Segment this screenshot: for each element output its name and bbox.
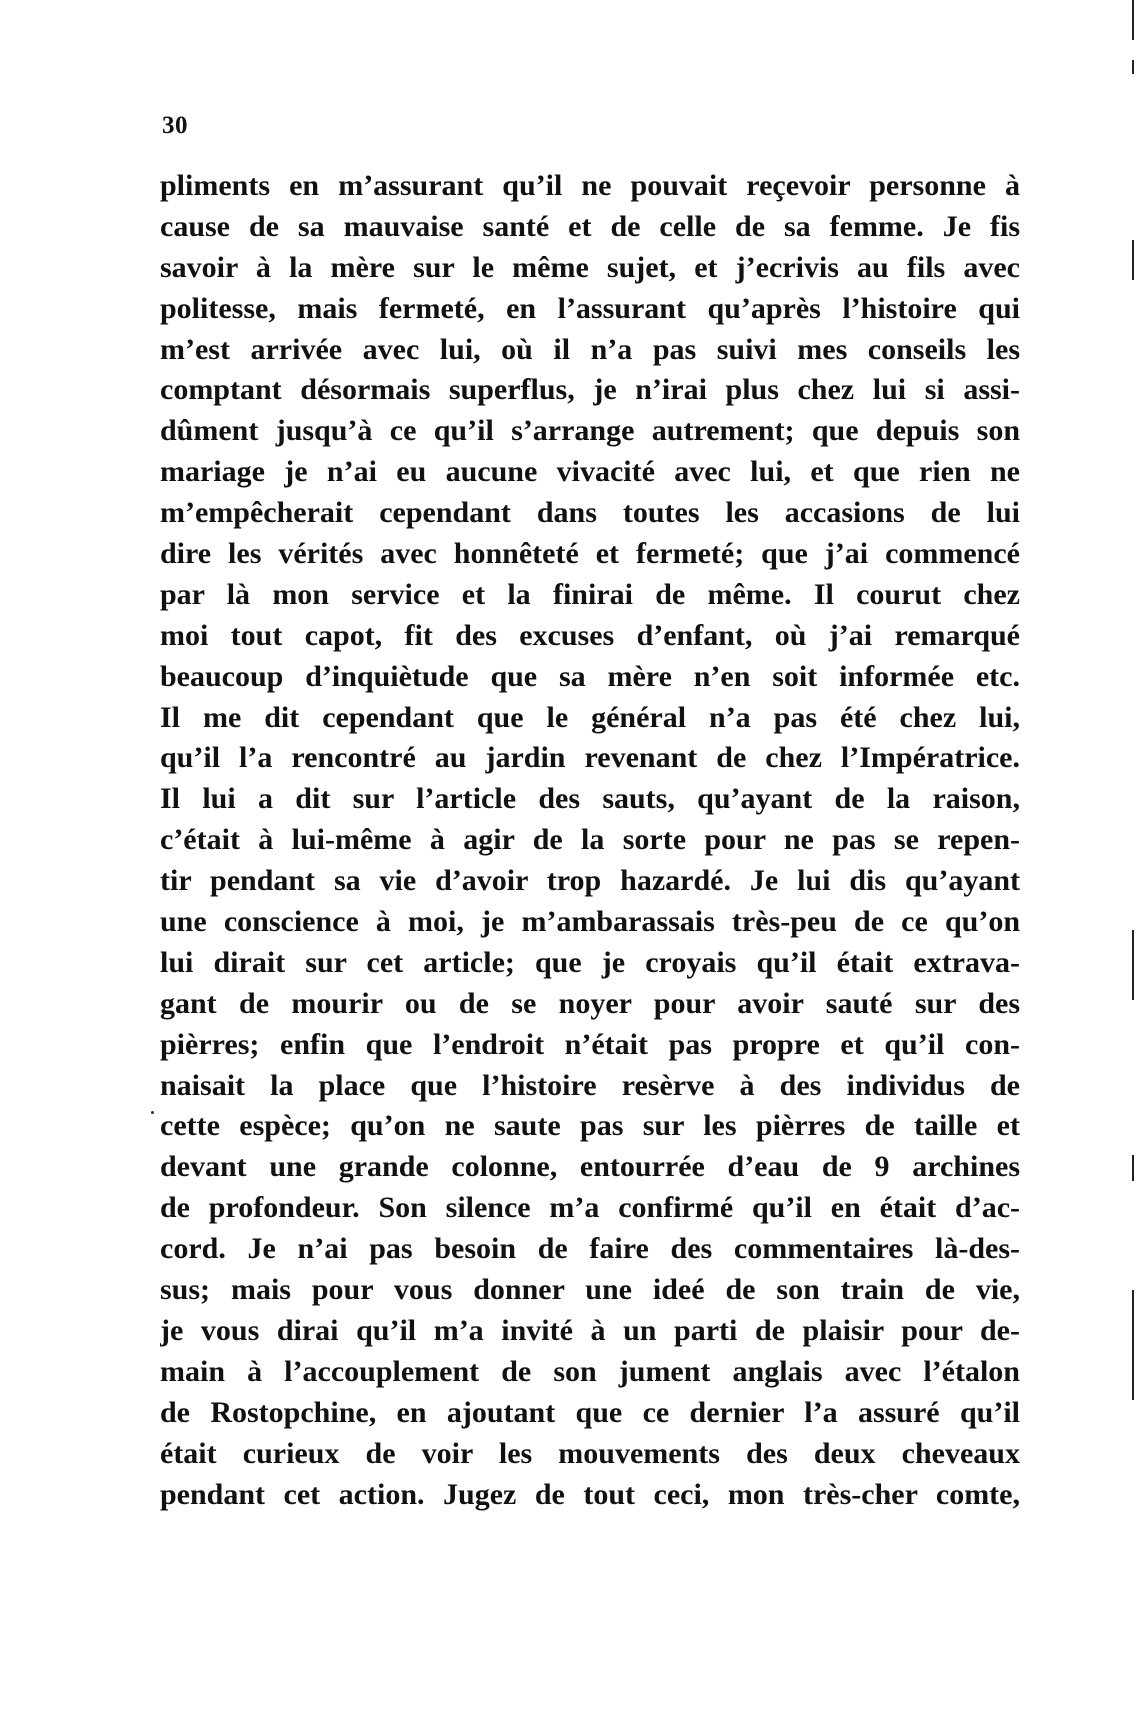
text-line: moi tout capot, fit des excuses d’enfant, où j’ai remarqué — [160, 618, 1020, 652]
scan-edge-mark — [1132, 1290, 1134, 1400]
text-line: dûment jusqu’à ce qu’il s’arrange autrement; que depuis son — [160, 414, 1020, 448]
text-line: tir pendant sa vie d’avoir trop hazardé. Je lui dis qu’ayant — [160, 864, 1020, 898]
text-line: m’empêcherait cependant dans toutes les accasions de lui — [160, 496, 1020, 530]
text-line: Il lui a dit sur l’article des sauts, qu’ayant de la raison, — [160, 782, 1020, 816]
text-line: lui dirait sur cet article; que je croyais qu’il était extrava- — [160, 945, 1020, 979]
text-line: sus; mais pour vous donner une ideé de son train de vie, — [160, 1273, 1020, 1307]
text-line: cette espèce; qu’on ne saute pas sur les pièrres de taille et — [160, 1109, 1020, 1143]
text-line: de profondeur. Son silence m’a confirmé qu’il en était d’ac- — [160, 1191, 1020, 1225]
page-number: 30 — [162, 112, 188, 139]
text-line: pièrres; enfin que l’endroit n’était pas propre et qu’il con- — [160, 1027, 1020, 1061]
text-line: je vous dirai qu’il m’a invité à un parti de plaisir pour de- — [160, 1313, 1020, 1347]
scan-speck — [151, 1111, 154, 1114]
text-line: cause de sa mauvaise santé et de celle de sa femme. Je fis — [160, 209, 1020, 243]
text-line: mariage je n’ai eu aucune vivacité avec lui, et que rien ne — [160, 455, 1020, 489]
scan-edge-mark — [1132, 1155, 1134, 1181]
text-line: devant une grande colonne, entourrée d’eau de 9 archines — [160, 1150, 1020, 1184]
text-line: naisait la place que l’histoire resèrve à des individus de — [160, 1068, 1020, 1102]
text-line: c’était à lui-même à agir de la sorte pour ne pas se repen- — [160, 823, 1020, 857]
text-line: par là mon service et la finirai de même. Il courut chez — [160, 577, 1020, 611]
text-line: gant de mourir ou de se noyer pour avoir sauté sur des — [160, 986, 1020, 1020]
text-line: main à l’accouplement de son jument anglais avec l’étalon — [160, 1354, 1020, 1388]
text-line: pendant cet action. Jugez de tout ceci, mon très-cher comte, — [160, 1477, 1020, 1511]
body-text — [160, 166, 1020, 1515]
text-line: une conscience à moi, je m’ambarassais très-peu de ce qu’on — [160, 905, 1020, 939]
text-line: politesse, mais fermeté, en l’assurant qu’après l’histoire qui — [160, 291, 1020, 325]
text-line: Il me dit cependant que le général n’a pas été chez lui, — [160, 700, 1020, 734]
scan-edge-mark — [1132, 930, 1134, 1000]
text-line: m’est arrivée avec lui, où il n’a pas suivi mes conseils les — [160, 332, 1020, 366]
text-line: qu’il l’a rencontré au jardin revenant de chez l’Impératrice. — [160, 741, 1020, 775]
text-line: cord. Je n’ai pas besoin de faire des commentaires là-des- — [160, 1232, 1020, 1266]
text-line: de Rostopchine, en ajoutant que ce dernier l’a assuré qu’il — [160, 1395, 1020, 1429]
text-line: savoir à la mère sur le même sujet, et j’ecrivis au fils avec — [160, 250, 1020, 284]
text-line: pliments en m’assurant qu’il ne pouvait reçevoir personne à — [160, 169, 1020, 202]
scan-edge-mark — [1132, 240, 1134, 280]
text-line: était curieux de voir les mouvements des deux cheveaux — [160, 1436, 1020, 1470]
scan-edge-mark — [1132, 60, 1134, 74]
scan-edge-mark — [1132, 0, 1134, 40]
text-line: comptant désormais superflus, je n’irai plus chez lui si assi- — [160, 373, 1020, 407]
text-line: dire les vérités avec honnêteté et fermeté; que j’ai commencé — [160, 537, 1020, 571]
text-line: beaucoup d’inquiètude que sa mère n’en soit informée etc. — [160, 659, 1020, 693]
